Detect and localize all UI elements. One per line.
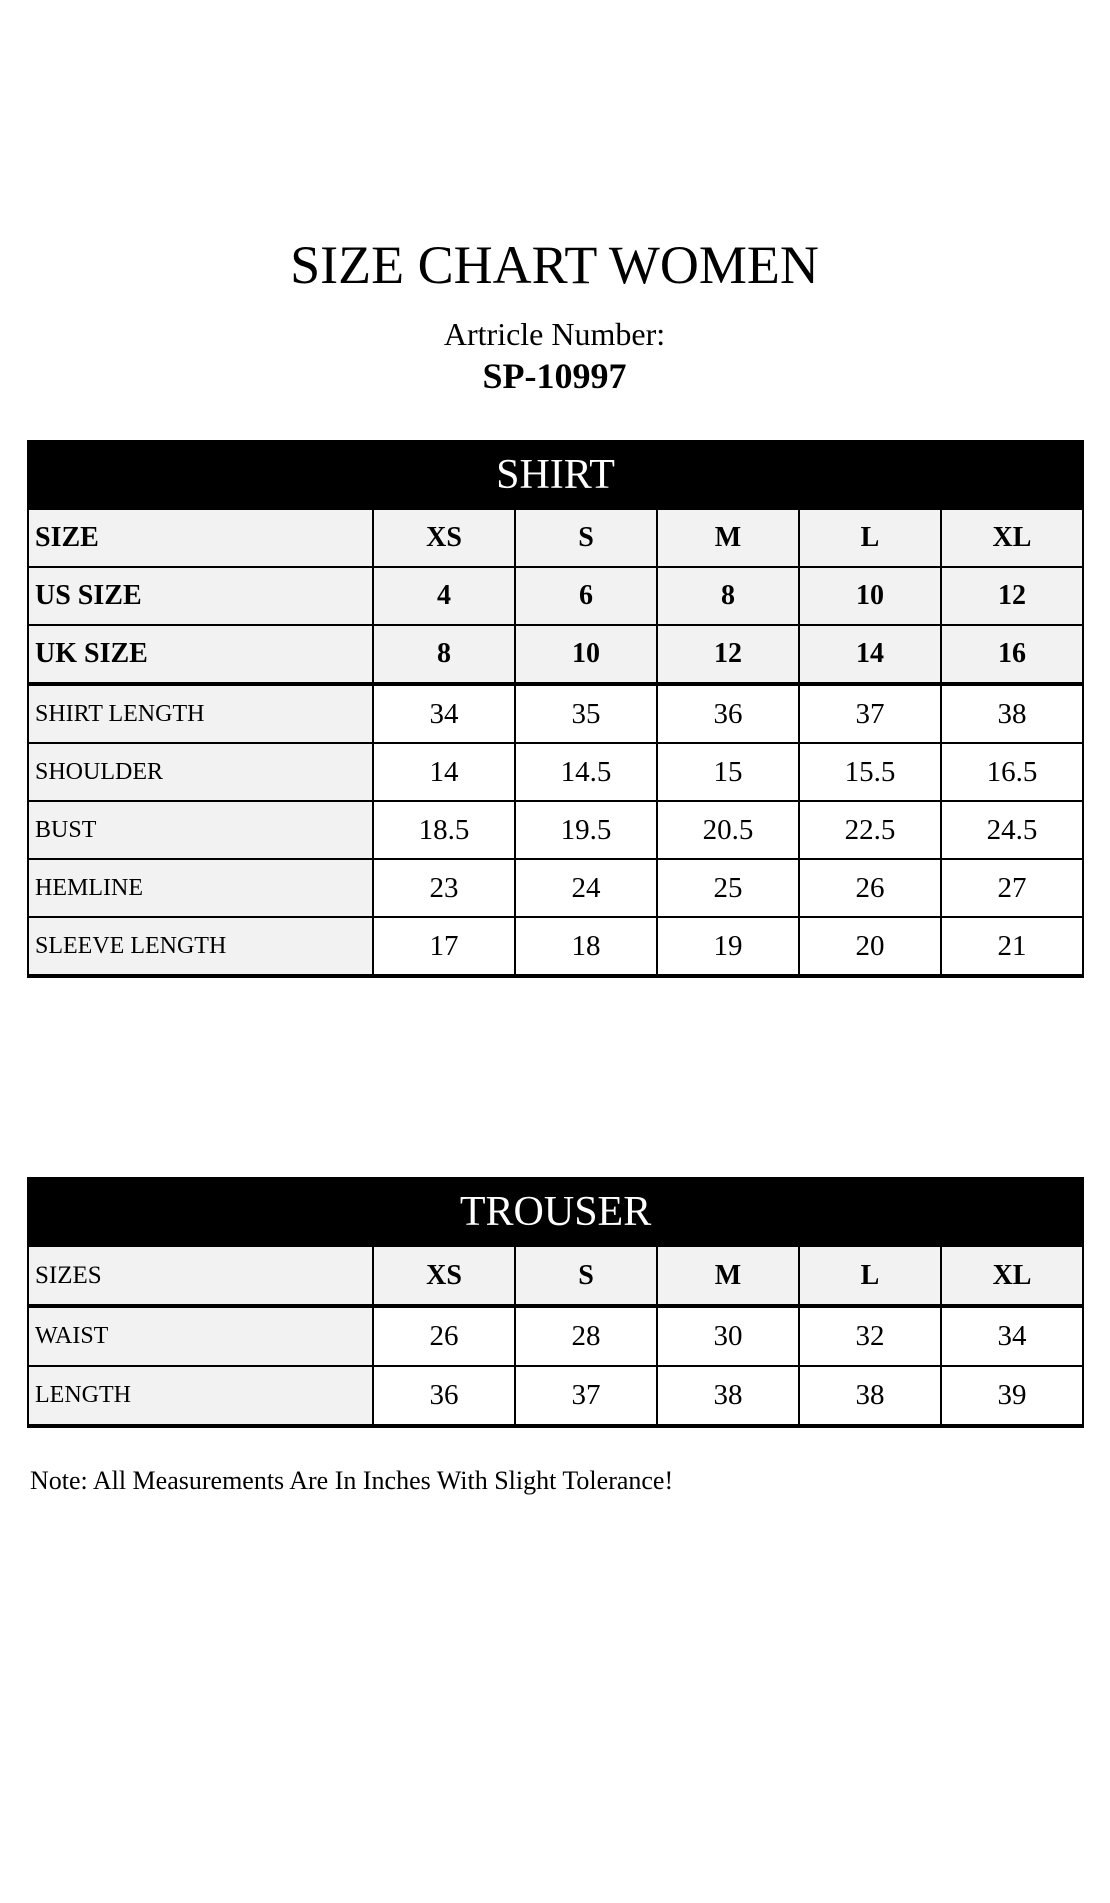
size-cell: S: [515, 1246, 657, 1306]
row-label: UK SIZE: [28, 625, 373, 684]
measurement-cell: 19: [657, 917, 799, 976]
measurement-cell: 30: [657, 1306, 799, 1366]
size-cell: M: [657, 509, 799, 567]
measurement-cell: 20: [799, 917, 941, 976]
measurement-cell: 22.5: [799, 801, 941, 859]
table-row-length: [28, 1366, 1083, 1426]
measurement-cell: 24: [515, 859, 657, 917]
measurement-cell: 26: [373, 1306, 515, 1366]
row-label: HEMLINE: [28, 859, 373, 917]
measurement-cell: 38: [799, 1366, 941, 1426]
table-row-uk-size: [28, 625, 1083, 684]
measurement-cell: 21: [941, 917, 1083, 976]
size-cell: XS: [373, 509, 515, 567]
size-cell: 8: [657, 567, 799, 625]
size-cell: M: [657, 1246, 799, 1306]
size-cell: 10: [799, 567, 941, 625]
row-label: US SIZE: [28, 567, 373, 625]
article-number-label: Artricle Number:: [443, 316, 666, 352]
size-cell: 14: [799, 625, 941, 684]
table-row-bust: [28, 801, 1083, 859]
size-cell: S: [515, 509, 657, 567]
measurement-cell: 18: [515, 917, 657, 976]
measurement-cell: 38: [657, 1366, 799, 1426]
measurement-cell: 14: [373, 743, 515, 801]
measurement-cell: 34: [373, 684, 515, 743]
measurement-cell: 14.5: [515, 743, 657, 801]
measurement-cell: 17: [373, 917, 515, 976]
size-cell: 12: [657, 625, 799, 684]
row-label: SIZE: [28, 509, 373, 567]
row-label: SHOULDER: [28, 743, 373, 801]
measurement-cell: 37: [799, 684, 941, 743]
measurement-cell: 28: [515, 1306, 657, 1366]
table-row-shoulder: [28, 743, 1083, 801]
measurement-cell: 25: [657, 859, 799, 917]
size-cell: XS: [373, 1246, 515, 1306]
row-label: SIZES: [28, 1246, 373, 1306]
size-cell: XL: [941, 509, 1083, 567]
size-cell: L: [799, 509, 941, 567]
size-cell: 16: [941, 625, 1083, 684]
shirt-table-title: SHIRT: [28, 441, 1083, 509]
measurement-cell: 24.5: [941, 801, 1083, 859]
size-cell: 6: [515, 567, 657, 625]
measurement-note: Note: All Measurements Are In Inches With Slight Tolerance!: [30, 1466, 674, 1495]
measurement-cell: 36: [657, 684, 799, 743]
table-row-hemline: [28, 859, 1083, 917]
article-number-value: SP-10997: [482, 356, 627, 396]
measurement-cell: 34: [941, 1306, 1083, 1366]
table-row-sleeve-length: [28, 917, 1083, 976]
size-cell: 10: [515, 625, 657, 684]
table-row-shirt-length: [28, 684, 1083, 743]
page-title: SIZE CHART WOMEN: [290, 235, 819, 295]
size-cell: 12: [941, 567, 1083, 625]
size-cell: 4: [373, 567, 515, 625]
size-cell: 8: [373, 625, 515, 684]
table-row-us-size: [28, 567, 1083, 625]
table-row-size: [28, 509, 1083, 567]
trouser-size-table: [27, 1177, 1084, 1428]
row-label: SLEEVE LENGTH: [28, 917, 373, 976]
size-cell: XL: [941, 1246, 1083, 1306]
measurement-cell: 32: [799, 1306, 941, 1366]
measurement-cell: 35: [515, 684, 657, 743]
trouser-table-title: TROUSER: [28, 1178, 1083, 1246]
table-row-sizes: [28, 1246, 1083, 1306]
measurement-cell: 16.5: [941, 743, 1083, 801]
measurement-cell: 15: [657, 743, 799, 801]
measurement-cell: 26: [799, 859, 941, 917]
size-cell: L: [799, 1246, 941, 1306]
measurement-cell: 20.5: [657, 801, 799, 859]
row-label: LENGTH: [28, 1366, 373, 1426]
measurement-cell: 37: [515, 1366, 657, 1426]
measurement-cell: 19.5: [515, 801, 657, 859]
measurement-cell: 23: [373, 859, 515, 917]
row-label: WAIST: [28, 1306, 373, 1366]
size-chart-page: [0, 235, 1110, 1903]
measurement-cell: 15.5: [799, 743, 941, 801]
shirt-size-table: [27, 440, 1084, 978]
measurement-cell: 27: [941, 859, 1083, 917]
measurement-cell: 38: [941, 684, 1083, 743]
shirt-table-header: [28, 441, 1083, 509]
row-label: BUST: [28, 801, 373, 859]
trouser-table-header: [28, 1178, 1083, 1246]
table-row-waist: [28, 1306, 1083, 1366]
measurement-cell: 39: [941, 1366, 1083, 1426]
row-label: SHIRT LENGTH: [28, 684, 373, 743]
measurement-cell: 18.5: [373, 801, 515, 859]
measurement-cell: 36: [373, 1366, 515, 1426]
